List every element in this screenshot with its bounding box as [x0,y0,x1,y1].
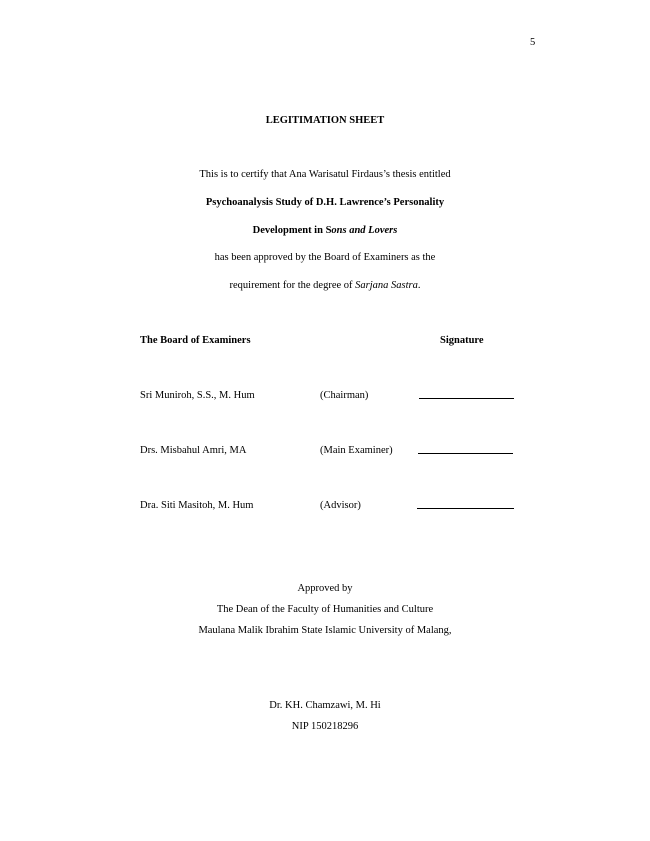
university-name: Maulana Malik Ibrahim State Islamic University of Malang, [198,625,452,636]
page-title: LEGITIMATION SHEET [265,115,385,126]
board-heading: The Board of Examiners [140,335,251,346]
degree-line [0,280,650,291]
signature-heading: Signature [440,335,484,346]
examiner-role: (Main Examiner) [320,445,393,456]
signature-line [418,453,513,454]
page-number: 5 [530,37,536,48]
examiner-name: Dra. Siti Masitoh, M. Hum [140,500,254,511]
signature-line [417,508,514,509]
signature-line [419,398,514,399]
approval-statement-line: has been approved by the Board of Examiners as the [214,252,436,263]
examiner-name: Sri Muniroh, S.S., M. Hum [140,390,255,401]
thesis-title-line-2 [0,225,650,236]
examiner-role: (Advisor) [320,500,361,511]
thesis-title-italic: ons and Lovers [331,225,398,236]
dean-nip: NIP 150218296 [291,721,359,732]
examiner-name: Drs. Misbahul Amri, MA [140,445,247,456]
approved-by: Approved by [297,583,353,594]
examiner-role: (Chairman) [320,390,369,401]
degree-name: Sarjana Sastra [355,280,418,291]
thesis-title-line-1: Psychoanalysis Study of D.H. Lawrence’s Personality [205,197,445,208]
degree-prefix: requirement for the degree of [229,280,356,291]
certify-line: This is to certify that Ana Warisatul Firdaus’s thesis entitled [199,169,451,180]
degree-suffix: . [417,280,421,291]
dean-title: The Dean of the Faculty of Humanities and Culture [216,604,434,615]
dean-name: Dr. KH. Chamzawi, M. Hi [269,700,381,711]
thesis-title-prefix: Development in S [252,225,332,236]
